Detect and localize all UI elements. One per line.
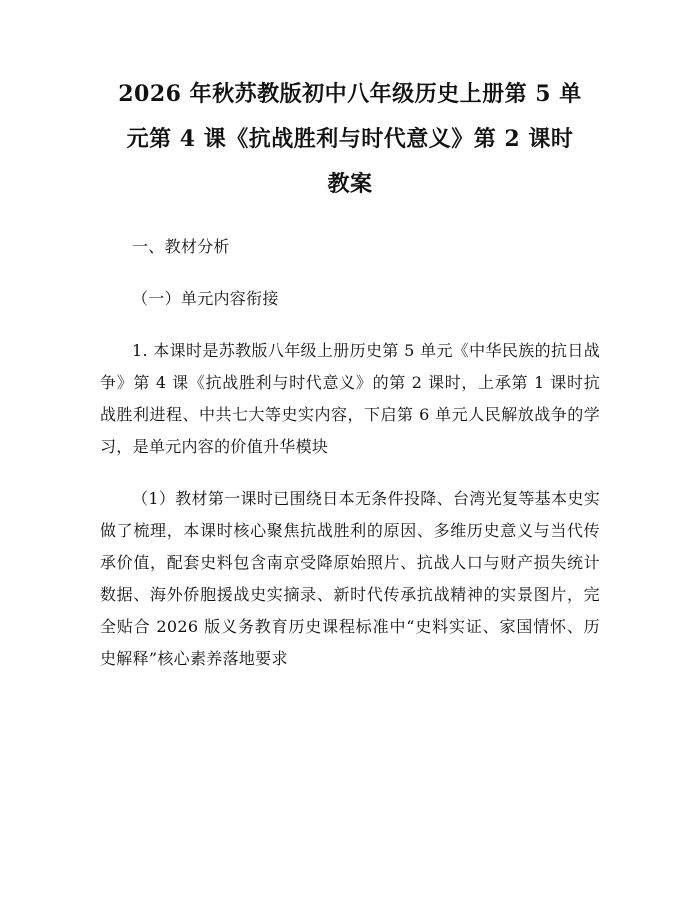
document-title [100,72,600,207]
subsection-heading-unit-connection: （一）单元内容衔接 [132,289,279,308]
title-line-2: 元第 4 课《抗战胜利与时代意义》第 2 课时 [126,126,574,152]
section-heading-teaching-material-analysis: 一、教材分析 [132,237,230,256]
paragraph-1: 1. 本课时是苏教版八年级上册历史第 5 单元《中华民族的抗日战争》第 4 课《抗战胜利与时代意义》的第 2 课时，上承第 1 课时抗战胜利进程、中共七大等史实内容，下启第 6 单元人民解放战争的学习，是单元内容的价值升华模块 [100,341,600,456]
document-body [100,231,600,675]
paragraph-2: （1）教材第一课时已围绕日本无条件投降、台湾光复等基本史实做了梳理，本课时核心聚焦抗战胜利的原因、多维历史意义与当代传承价值，配套史料包含南京受降原始照片、抗战人口与财产损失统计数据、海外侨胞援战史实摘录、新时代传承抗战精神的实景图片，完全贴合 2026 版义务教育历史课程标准中“史料实证、家国情怀、历史解释”核心素养落地要求 [100,489,600,668]
title-line-1: 2026 年秋苏教版初中八年级历史上册第 5 单 [118,81,582,107]
title-line-3: 教案 [327,171,373,197]
